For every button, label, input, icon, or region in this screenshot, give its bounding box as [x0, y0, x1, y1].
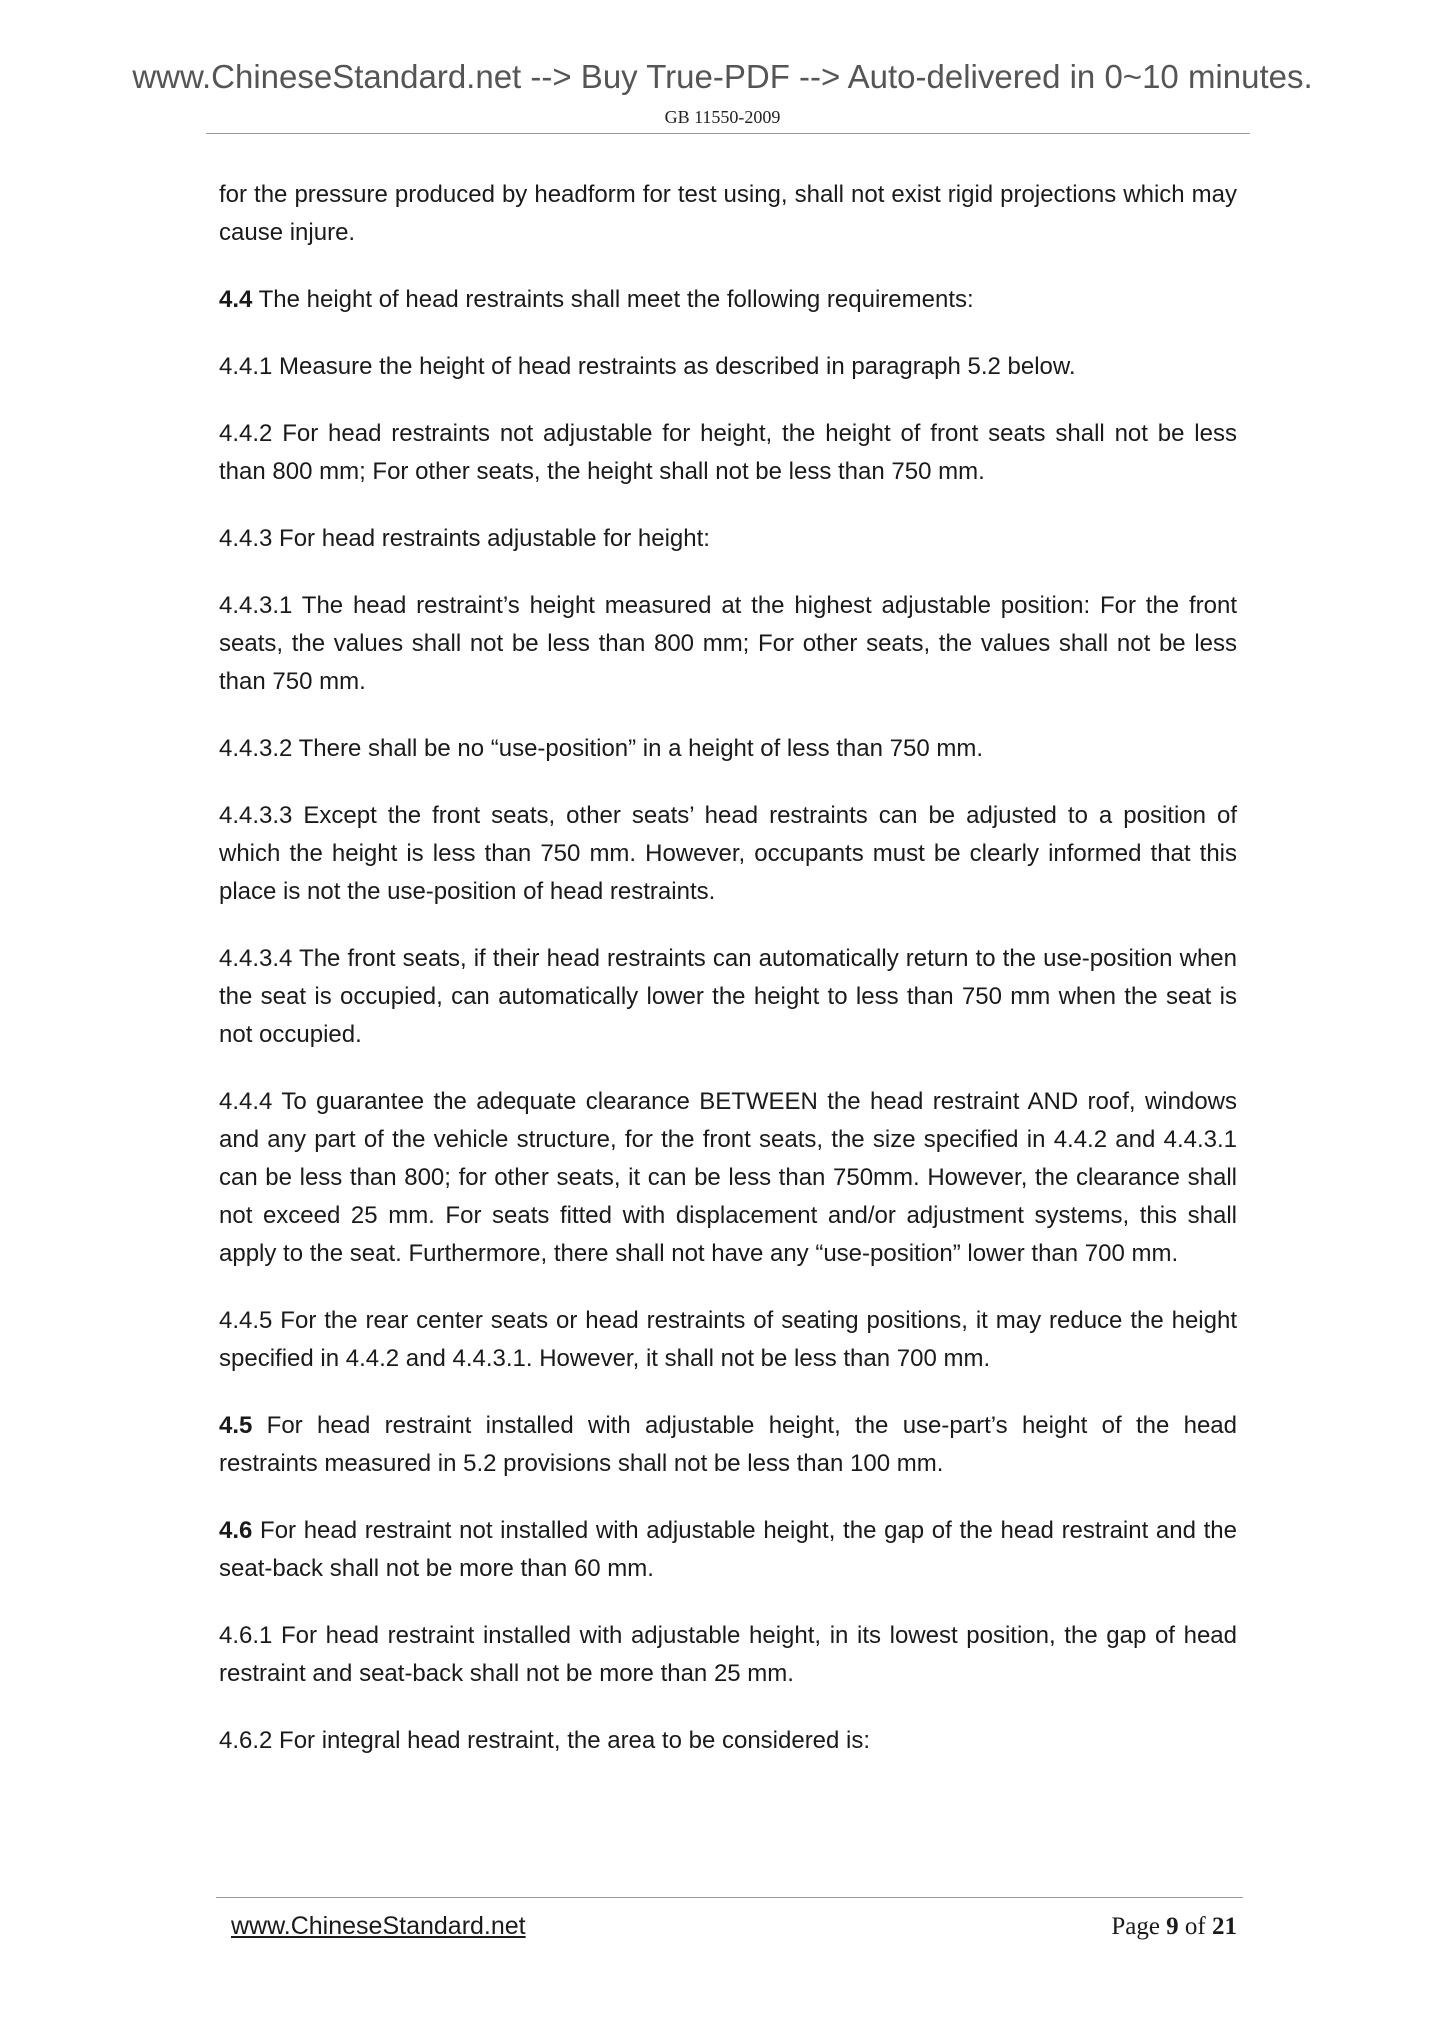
- paragraph: [219, 1722, 1237, 1760]
- header-divider: [206, 133, 1250, 134]
- paragraph-text: 4.4.3.3 Except the front seats, other seats’ head restraints can be adjusted to a position of which the height is less than 750 mm. However, occupants must be clearly informed that this place is not the use-position of head restraints.: [219, 802, 1237, 905]
- paragraph: [219, 348, 1237, 386]
- clause-number: 4.4: [219, 286, 253, 313]
- paragraph: [219, 797, 1237, 911]
- paragraph-text: 4.4.1 Measure the height of head restraints as described in paragraph 5.2 below.: [219, 353, 1076, 380]
- paragraph-text: 4.4.5 For the rear center seats or head restraints of seating positions, it may reduce the height specified in 4.4.2 and 4.4.3.1. However, it shall not be less than 700 mm.: [219, 1307, 1237, 1372]
- page-label: Page: [1111, 1913, 1160, 1940]
- site-banner: www.ChineseStandard.net --> Buy True-PDF --> Auto-delivered in 0~10 minutes.: [132, 58, 1313, 95]
- paragraph: [219, 1617, 1237, 1693]
- paragraph-text: 4.4.3.4 The front seats, if their head restraints can automatically return to the use-position when the seat is occupied, can automatically lower the height to less than 750 mm when the seat is not occupied.: [219, 945, 1237, 1048]
- paragraph: [219, 520, 1237, 558]
- paragraph: [219, 730, 1237, 768]
- document-body: [219, 176, 1237, 1789]
- paragraph: [219, 1407, 1237, 1483]
- paragraph: [219, 176, 1237, 252]
- paragraph-text: For head restraint not installed with adjustable height, the gap of the head restraint and the seat-back shall not be more than 60 mm.: [219, 1517, 1237, 1582]
- clause-number: 4.6: [219, 1517, 253, 1544]
- paragraph: [219, 587, 1237, 701]
- paragraph-text: for the pressure produced by headform for test using, shall not exist rigid projections which may cause injure.: [219, 181, 1237, 246]
- paragraph-text: 4.4.3.2 There shall be no “use-position” in a height of less than 750 mm.: [219, 735, 984, 762]
- page-current: 9: [1166, 1913, 1179, 1940]
- paragraph-text: 4.4.3.1 The head restraint’s height measured at the highest adjustable position: For the front seats, the values shall not be less than 800 mm; For other seats, the values shall not be less than 750 mm.: [219, 592, 1237, 695]
- paragraph-text: 4.4.4 To guarantee the adequate clearance BETWEEN the head restraint AND roof, windows and any part of the vehicle structure, for the front seats, the size specified in 4.4.2 and 4.4.3.1 can be less than 800; for other seats, it can be less than 750mm. However, the clearance shall not exceed 25 mm. For seats fitted with displacement and/or adjustment systems, this shall apply to the seat. Furthermore, there shall not have any “use-position” lower than 700 mm.: [219, 1088, 1237, 1267]
- footer-site-link[interactable]: www.ChineseStandard.net: [231, 1912, 526, 1940]
- page-number: [1111, 1913, 1237, 1941]
- paragraph-text: 4.6.1 For head restraint installed with adjustable height, in its lowest position, the gap of head restraint and seat-back shall not be more than 25 mm.: [219, 1622, 1237, 1687]
- paragraph-text: 4.4.3 For head restraints adjustable for height:: [219, 525, 710, 552]
- clause-number: 4.5: [219, 1412, 253, 1439]
- paragraph-text: For head restraint installed with adjustable height, the use-part’s height of the head restraints measured in 5.2 provisions shall not be less than 100 mm.: [219, 1412, 1237, 1477]
- paragraph-text: 4.4.2 For head restraints not adjustable for height, the height of front seats shall not be less than 800 mm; For other seats, the height shall not be less than 750 mm.: [219, 420, 1237, 485]
- standard-code: GB 11550-2009: [664, 107, 781, 127]
- paragraph: [219, 940, 1237, 1054]
- footer-divider: [216, 1897, 1243, 1898]
- paragraph-text: The height of head restraints shall meet the following requirements:: [252, 286, 974, 313]
- page-total: 21: [1212, 1913, 1237, 1940]
- paragraph-text: 4.6.2 For integral head restraint, the area to be considered is:: [219, 1727, 871, 1754]
- paragraph: [219, 1083, 1237, 1273]
- paragraph: [219, 1302, 1237, 1378]
- paragraph: [219, 281, 1237, 319]
- paragraph: [219, 415, 1237, 491]
- paragraph: [219, 1512, 1237, 1588]
- page-of: of: [1184, 1913, 1206, 1940]
